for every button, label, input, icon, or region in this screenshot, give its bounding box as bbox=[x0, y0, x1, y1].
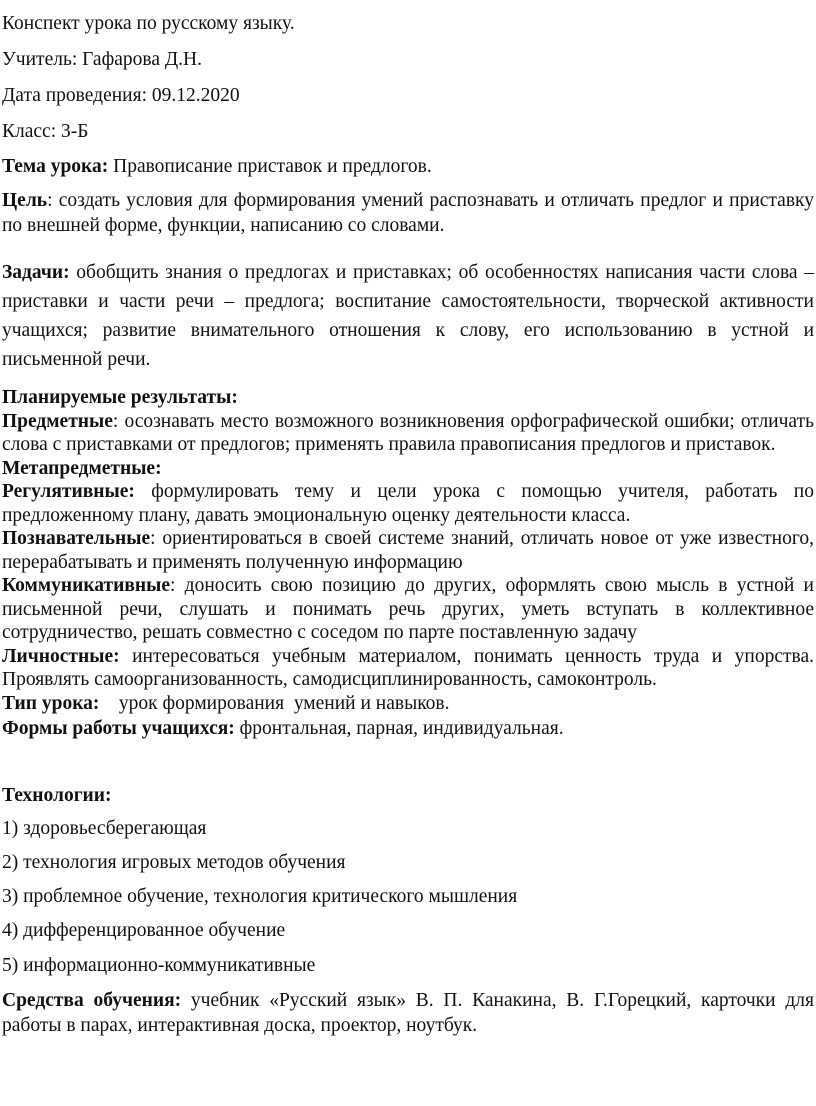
topic-block bbox=[2, 155, 814, 179]
lesson-title: Конспект урока по русскому языку. bbox=[2, 13, 295, 34]
goal-text: : создать условия для формирования умений распознавать и отличать предлог и приставку по внешней форме, функции, написанию со словами. bbox=[2, 190, 814, 236]
topic-text: Правописание приставок и предлогов. bbox=[108, 156, 432, 177]
technology-item bbox=[2, 885, 814, 909]
personal-paragraph bbox=[2, 645, 814, 692]
work-forms-paragraph bbox=[2, 717, 814, 741]
lesson-type-paragraph bbox=[2, 692, 814, 716]
lesson-type-text: урок формирования умений и навыков. bbox=[99, 692, 450, 714]
technology-item bbox=[2, 919, 814, 943]
technologies-heading-block bbox=[2, 784, 814, 808]
cognitive-label: Познавательные bbox=[2, 528, 151, 549]
technology-item bbox=[2, 851, 814, 875]
subject-results-paragraph bbox=[2, 410, 814, 457]
personal-text: интересоваться учебным материалом, понимать ценность труда и упорства. Проявлять самоорганизованность, самодисциплинированность, самоконтроль. bbox=[2, 645, 814, 690]
tasks-block bbox=[2, 258, 814, 374]
results-heading bbox=[2, 386, 814, 410]
technology-item-3: 3) проблемное обучение, технология критического мышления bbox=[2, 886, 518, 907]
subject-label: Предметные bbox=[2, 410, 113, 432]
tasks-paragraph bbox=[2, 258, 814, 374]
date-block bbox=[2, 84, 814, 108]
regulatory-paragraph bbox=[2, 480, 814, 527]
topic-paragraph bbox=[2, 155, 814, 179]
technology-item-1: 1) здоровьесберегающая bbox=[2, 818, 207, 839]
results-block bbox=[2, 386, 814, 741]
tasks-label: Задачи: bbox=[2, 262, 70, 283]
work-forms-label: Формы работы учащихся: bbox=[2, 718, 235, 739]
meta-heading bbox=[2, 457, 814, 481]
topic-label: Тема урока: bbox=[2, 156, 109, 177]
regulatory-text: формулировать тему и цели урока с помощью учителя, работать по предложенному плану, давать эмоциональную оценку деятельности класса. bbox=[2, 481, 814, 526]
technology-item-4: 4) дифференцированное обучение bbox=[2, 920, 286, 941]
technologies-heading-text: Технологии: bbox=[2, 785, 112, 806]
technology-item bbox=[2, 817, 814, 841]
technology-item bbox=[2, 954, 814, 978]
tools-label: Средства обучения: bbox=[2, 990, 182, 1011]
lesson-title-block bbox=[2, 12, 814, 36]
teacher-line: Учитель: Гафарова Д.Н. bbox=[2, 49, 202, 70]
date-line: Дата проведения: 09.12.2020 bbox=[2, 85, 240, 106]
meta-heading-text: Метапредметные: bbox=[2, 457, 162, 479]
communicative-text: : доносить свою позицию до других, оформлять свою мысль в устной и письменной речи, слушать и понимать речь других, уметь вступать в коллективное сотрудничество, решать совместно с соседом по парте поставленную задачу bbox=[2, 575, 814, 643]
goal-label: Цель bbox=[2, 190, 48, 211]
communicative-label: Коммуникативные bbox=[2, 575, 170, 596]
class-line: Класс: 3-Б bbox=[2, 121, 89, 142]
goal-paragraph bbox=[2, 188, 814, 238]
class-block bbox=[2, 120, 814, 144]
communicative-paragraph bbox=[2, 574, 814, 645]
personal-label: Личностные: bbox=[2, 645, 120, 667]
cognitive-paragraph bbox=[2, 527, 814, 574]
subject-text: : осознавать место возможного возникновения орфографической ошибки; отличать слова с приставками от предлогов; применять правила правописания предлогов и приставок. bbox=[2, 410, 814, 455]
regulatory-label: Регулятивные: bbox=[2, 481, 135, 502]
cognitive-text: : ориентироваться в своей системе знаний, отличать новое от уже известного, перерабатывать и применять полученную информацию bbox=[2, 528, 814, 573]
technologies-heading bbox=[2, 784, 814, 808]
teacher-block bbox=[2, 48, 814, 72]
technology-item-2: 2) технология игровых методов обучения bbox=[2, 852, 346, 873]
tasks-text: обобщить знания о предлогах и приставках; об особенностях написания части слова – приставки и части речи – предлога; воспитание самостоятельности, творческой активности учащихся; развитие внимательного отношения к слову, его использованию в устной и письменной речи. bbox=[2, 262, 814, 370]
lesson-type-label: Тип урока: bbox=[2, 692, 100, 714]
work-forms-text: фронтальная, парная, индивидуальная. bbox=[234, 718, 564, 739]
technology-item-5: 5) информационно-коммуникативные bbox=[2, 955, 316, 976]
tools-block bbox=[2, 988, 814, 1038]
tools-text: учебник «Русский язык» В. П. Канакина, В. Г.Горецкий, карточки для работы в парах, интерактивная доска, проектор, ноутбук. bbox=[2, 990, 814, 1036]
results-heading-text: Планируемые результаты: bbox=[2, 387, 238, 408]
goal-block bbox=[2, 188, 814, 238]
tools-paragraph bbox=[2, 988, 814, 1038]
